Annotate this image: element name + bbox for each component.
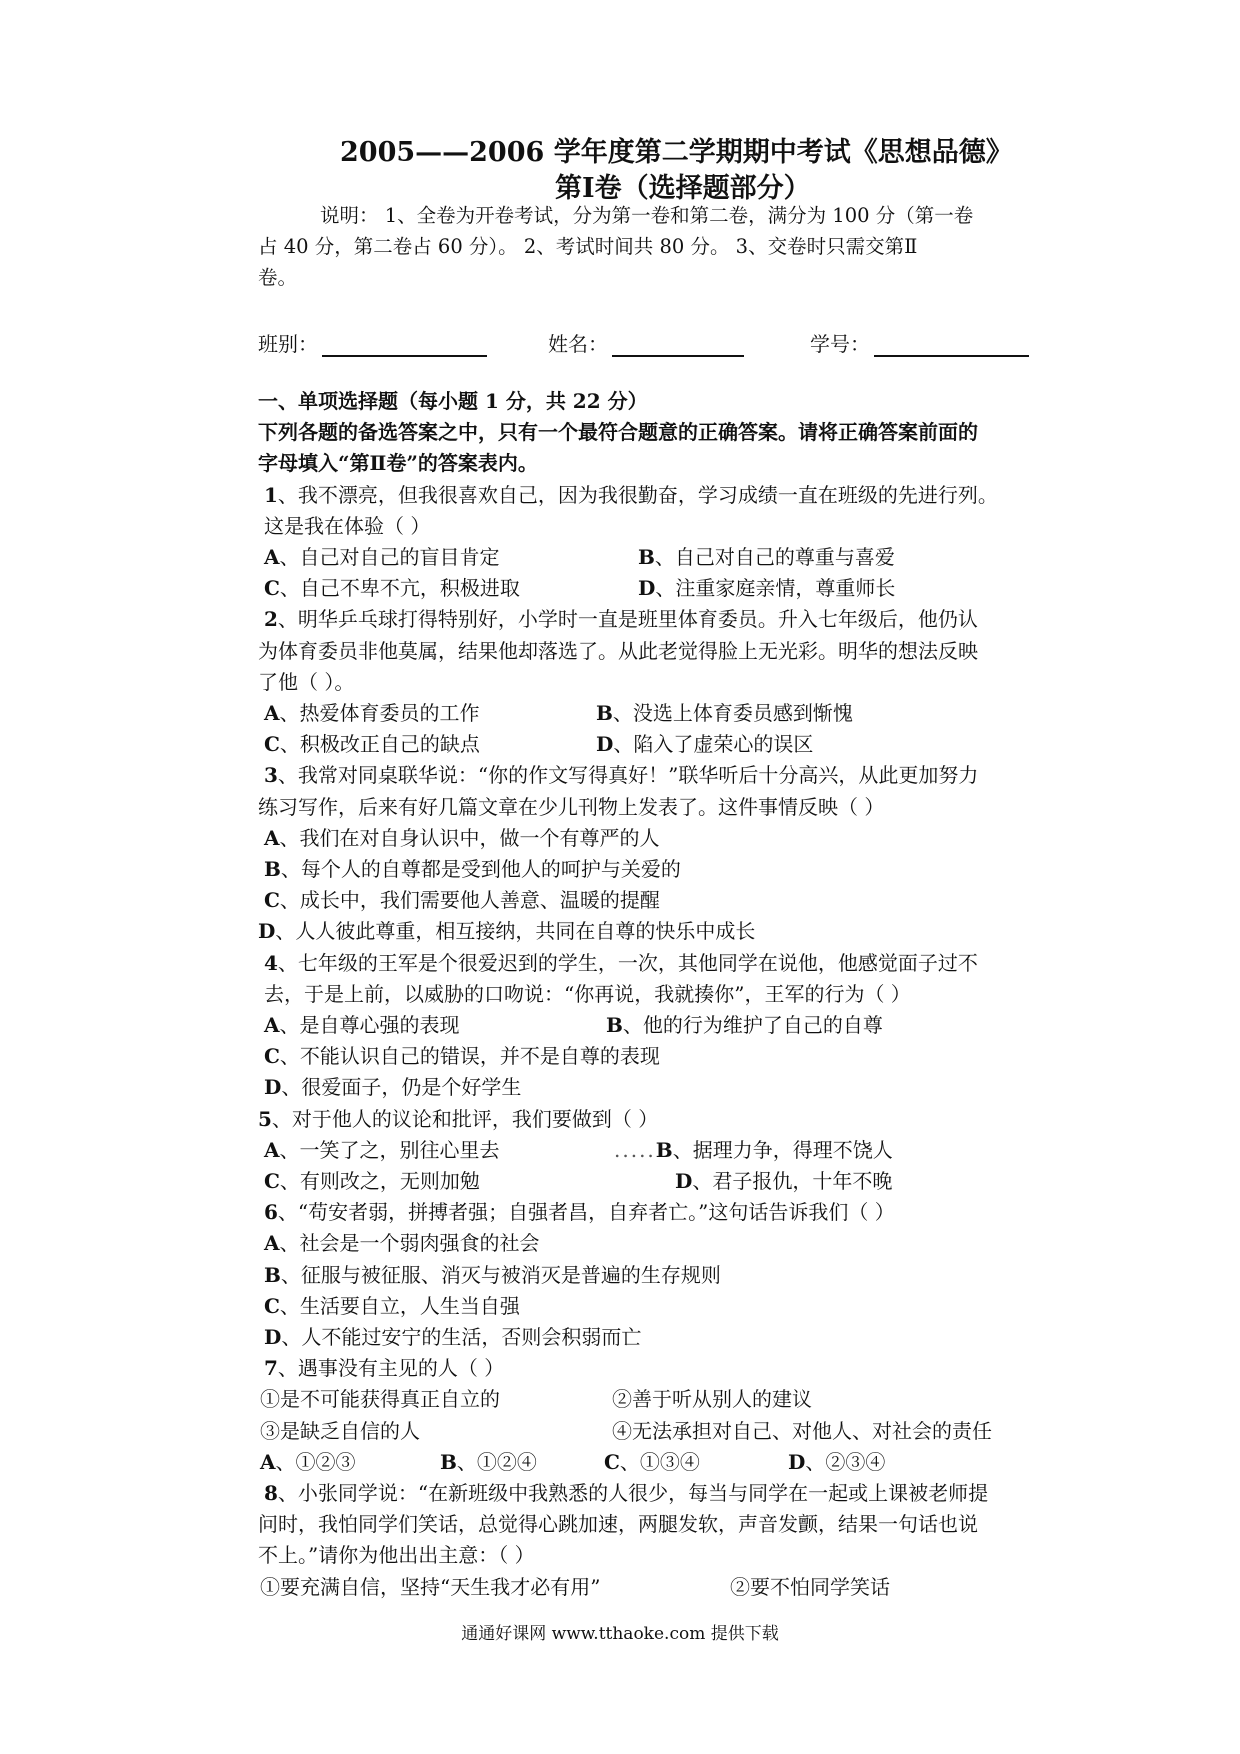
question-5-options	[258, 1166, 1078, 1197]
option-d: D、君子报仇，十年不晚	[675, 1168, 893, 1193]
question-5-stem: 5、对于他人的议论和批评，我们要做到（ ）	[258, 1106, 659, 1131]
option-d: D、很爱面子，仍是个好学生	[264, 1075, 522, 1100]
section-single-choice	[258, 386, 1078, 1603]
option-c: C、自己不卑不亢，积极进取	[264, 576, 520, 601]
question-7-options	[258, 1447, 1078, 1478]
name-field	[548, 328, 744, 357]
notes-line: 占 40 分，第二卷占 60 分）。 2、考试时间共 80 分。 3、交卷时只需交第Ⅱ	[258, 235, 918, 258]
exam-subtitle: 第Ⅰ卷（选择题部分）	[555, 173, 811, 204]
question-2-stem: 2、明华乒乓球打得特别好，小学时一直是班里体育委员。升入七年级后，他仍认	[264, 607, 978, 632]
statement-3: ③是缺乏自信的人	[260, 1418, 420, 1443]
option-d: D、陷入了虚荣心的误区	[596, 732, 814, 757]
section-title: 一、单项选择题（每小题 1 分，共 22 分）	[258, 389, 648, 413]
class-field	[258, 328, 487, 357]
option-b: B、他的行为维护了自己的自尊	[606, 1013, 883, 1037]
question-5-options	[258, 1135, 1078, 1166]
question-3-stem-cont: 练习写作，后来有好几篇文章在少儿刊物上发表了。这件事情反映（ ）	[258, 794, 885, 819]
question-8-stem-cont: 问时，我怕同学们笑话，总觉得心跳加速，两腿发软，声音发颤，结果一句话也说	[258, 1512, 978, 1537]
question-4-stem-cont: 去，于是上前，以威胁的口吻说：“你再说，我就揍你”，王军的行为（ ）	[264, 981, 911, 1006]
name-blank[interactable]	[612, 333, 744, 357]
option-a: A、社会是一个弱肉强食的社会	[264, 1231, 540, 1256]
option-b: B、每个人的自尊都是受到他人的呵护与关爱的	[264, 856, 681, 881]
student-id-blank[interactable]	[874, 333, 1029, 357]
option-a: A、自己对自己的盲目肯定	[264, 545, 500, 570]
option-b: B、自己对自己的尊重与喜爱	[638, 545, 895, 570]
question-4-options	[258, 1010, 1078, 1041]
option-d: D、人不能过安宁的生活，否则会积弱而亡	[264, 1324, 642, 1349]
question-1-options	[258, 573, 1078, 604]
option-b: .....B、据理力争，得理不饶人	[614, 1137, 893, 1162]
student-id-label: 学号：	[810, 332, 870, 356]
option-c: C、生活要自立，人生当自强	[264, 1293, 520, 1318]
option-a: A、①②③	[260, 1449, 356, 1474]
question-2-stem-cont: 了他（ ）。	[258, 669, 355, 694]
question-4-stem: 4、七年级的王军是个很爱迟到的学生，一次，其他同学在说他，他感觉面子过不	[264, 950, 978, 975]
option-d: D、②③④	[788, 1449, 886, 1474]
notes-line: 说明： 1、全卷为开卷考试，分为第一卷和第二卷，满分为 100 分（第一卷	[320, 204, 974, 227]
question-7-statements	[258, 1416, 1078, 1447]
question-8-stem: 8、小张同学说：“在新班级中我熟悉的人很少，每当与同学在一起或上课被老师提	[264, 1480, 989, 1505]
question-1-stem-cont: 这是我在体验（ ）	[264, 513, 431, 538]
section-instruction: 下列各题的备选答案之中，只有一个最符合题意的正确答案。请将正确答案前面的	[258, 420, 978, 445]
option-a: A、我们在对自身认识中，做一个有尊严的人	[264, 825, 660, 850]
question-7-stem: 7、遇事没有主见的人（ ）	[264, 1356, 505, 1381]
question-6-stem: 6、“苟安者弱，拼搏者强；自强者昌，自弃者亡。”这句话告诉我们（ ）	[264, 1200, 895, 1225]
student-info-row	[258, 328, 1058, 358]
option-d: D、注重家庭亲情，尊重师长	[638, 576, 896, 601]
statement-2: ②要不怕同学笑话	[730, 1574, 890, 1599]
question-2-options	[258, 698, 1078, 729]
option-c: C、积极改正自己的缺点	[264, 732, 480, 757]
statement-1: ①要充满自信，坚持“天生我才必有用”	[260, 1574, 601, 1599]
question-8-stem-cont: 不上。”请你为他出出主意：（ ）	[258, 1543, 535, 1568]
option-b: B、没选上体育委员感到惭愧	[596, 701, 853, 725]
statement-4: ④无法承担对自己、对他人、对社会的责任	[612, 1418, 992, 1443]
option-c: C、不能认识自己的错误，并不是自尊的表现	[264, 1044, 660, 1069]
question-2-options	[258, 729, 1078, 760]
question-1-stem: 1、我不漂亮，但我很喜欢自己，因为我很勤奋，学习成绩一直在班级的先进行列。	[264, 482, 998, 507]
class-blank[interactable]	[322, 333, 487, 357]
question-2-stem-cont: 为体育委员非他莫属，结果他却落选了。从此老觉得脸上无光彩。明华的想法反映	[258, 638, 978, 663]
question-7-statements	[258, 1384, 1078, 1415]
option-b: B、征服与被征服、消灭与被消灭是普遍的生存规则	[264, 1262, 721, 1287]
option-a: A、一笑了之，别往心里去	[264, 1137, 500, 1162]
option-d: D、人人彼此尊重，相互接纳，共同在自尊的快乐中成长	[258, 919, 756, 944]
option-c: C、成长中，我们需要他人善意、温暖的提醒	[264, 888, 660, 913]
option-a: A、是自尊心强的表现	[264, 1013, 460, 1037]
question-8-statements	[258, 1572, 1078, 1603]
class-label: 班别：	[258, 332, 318, 356]
exam-title: 2005——2006 学年度第二学期期中考试《思想品德》	[340, 137, 1013, 168]
statement-2: ②善于听从别人的建议	[612, 1387, 812, 1412]
statement-1: ①是不可能获得真正自立的	[260, 1387, 500, 1412]
notes-line: 卷。	[258, 266, 298, 289]
student-id-field	[810, 328, 1029, 357]
option-a: A、热爱体育委员的工作	[264, 701, 480, 725]
option-c: C、①③④	[604, 1449, 700, 1474]
option-b: B、①②④	[440, 1449, 537, 1474]
exam-notes	[258, 200, 1058, 293]
question-1-options	[258, 542, 1078, 573]
option-c: C、有则改之，无则加勉	[264, 1168, 480, 1193]
question-3-stem: 3、我常对同桌联华说：“你的作文写得真好！”联华听后十分高兴，从此更加努力	[264, 763, 979, 788]
name-label: 姓名：	[548, 332, 608, 356]
page-footer: 通通好课网 www.tthaoke.com 提供下载	[461, 1624, 779, 1644]
section-instruction: 字母填入“第Ⅱ卷”的答案表内。	[258, 451, 538, 476]
